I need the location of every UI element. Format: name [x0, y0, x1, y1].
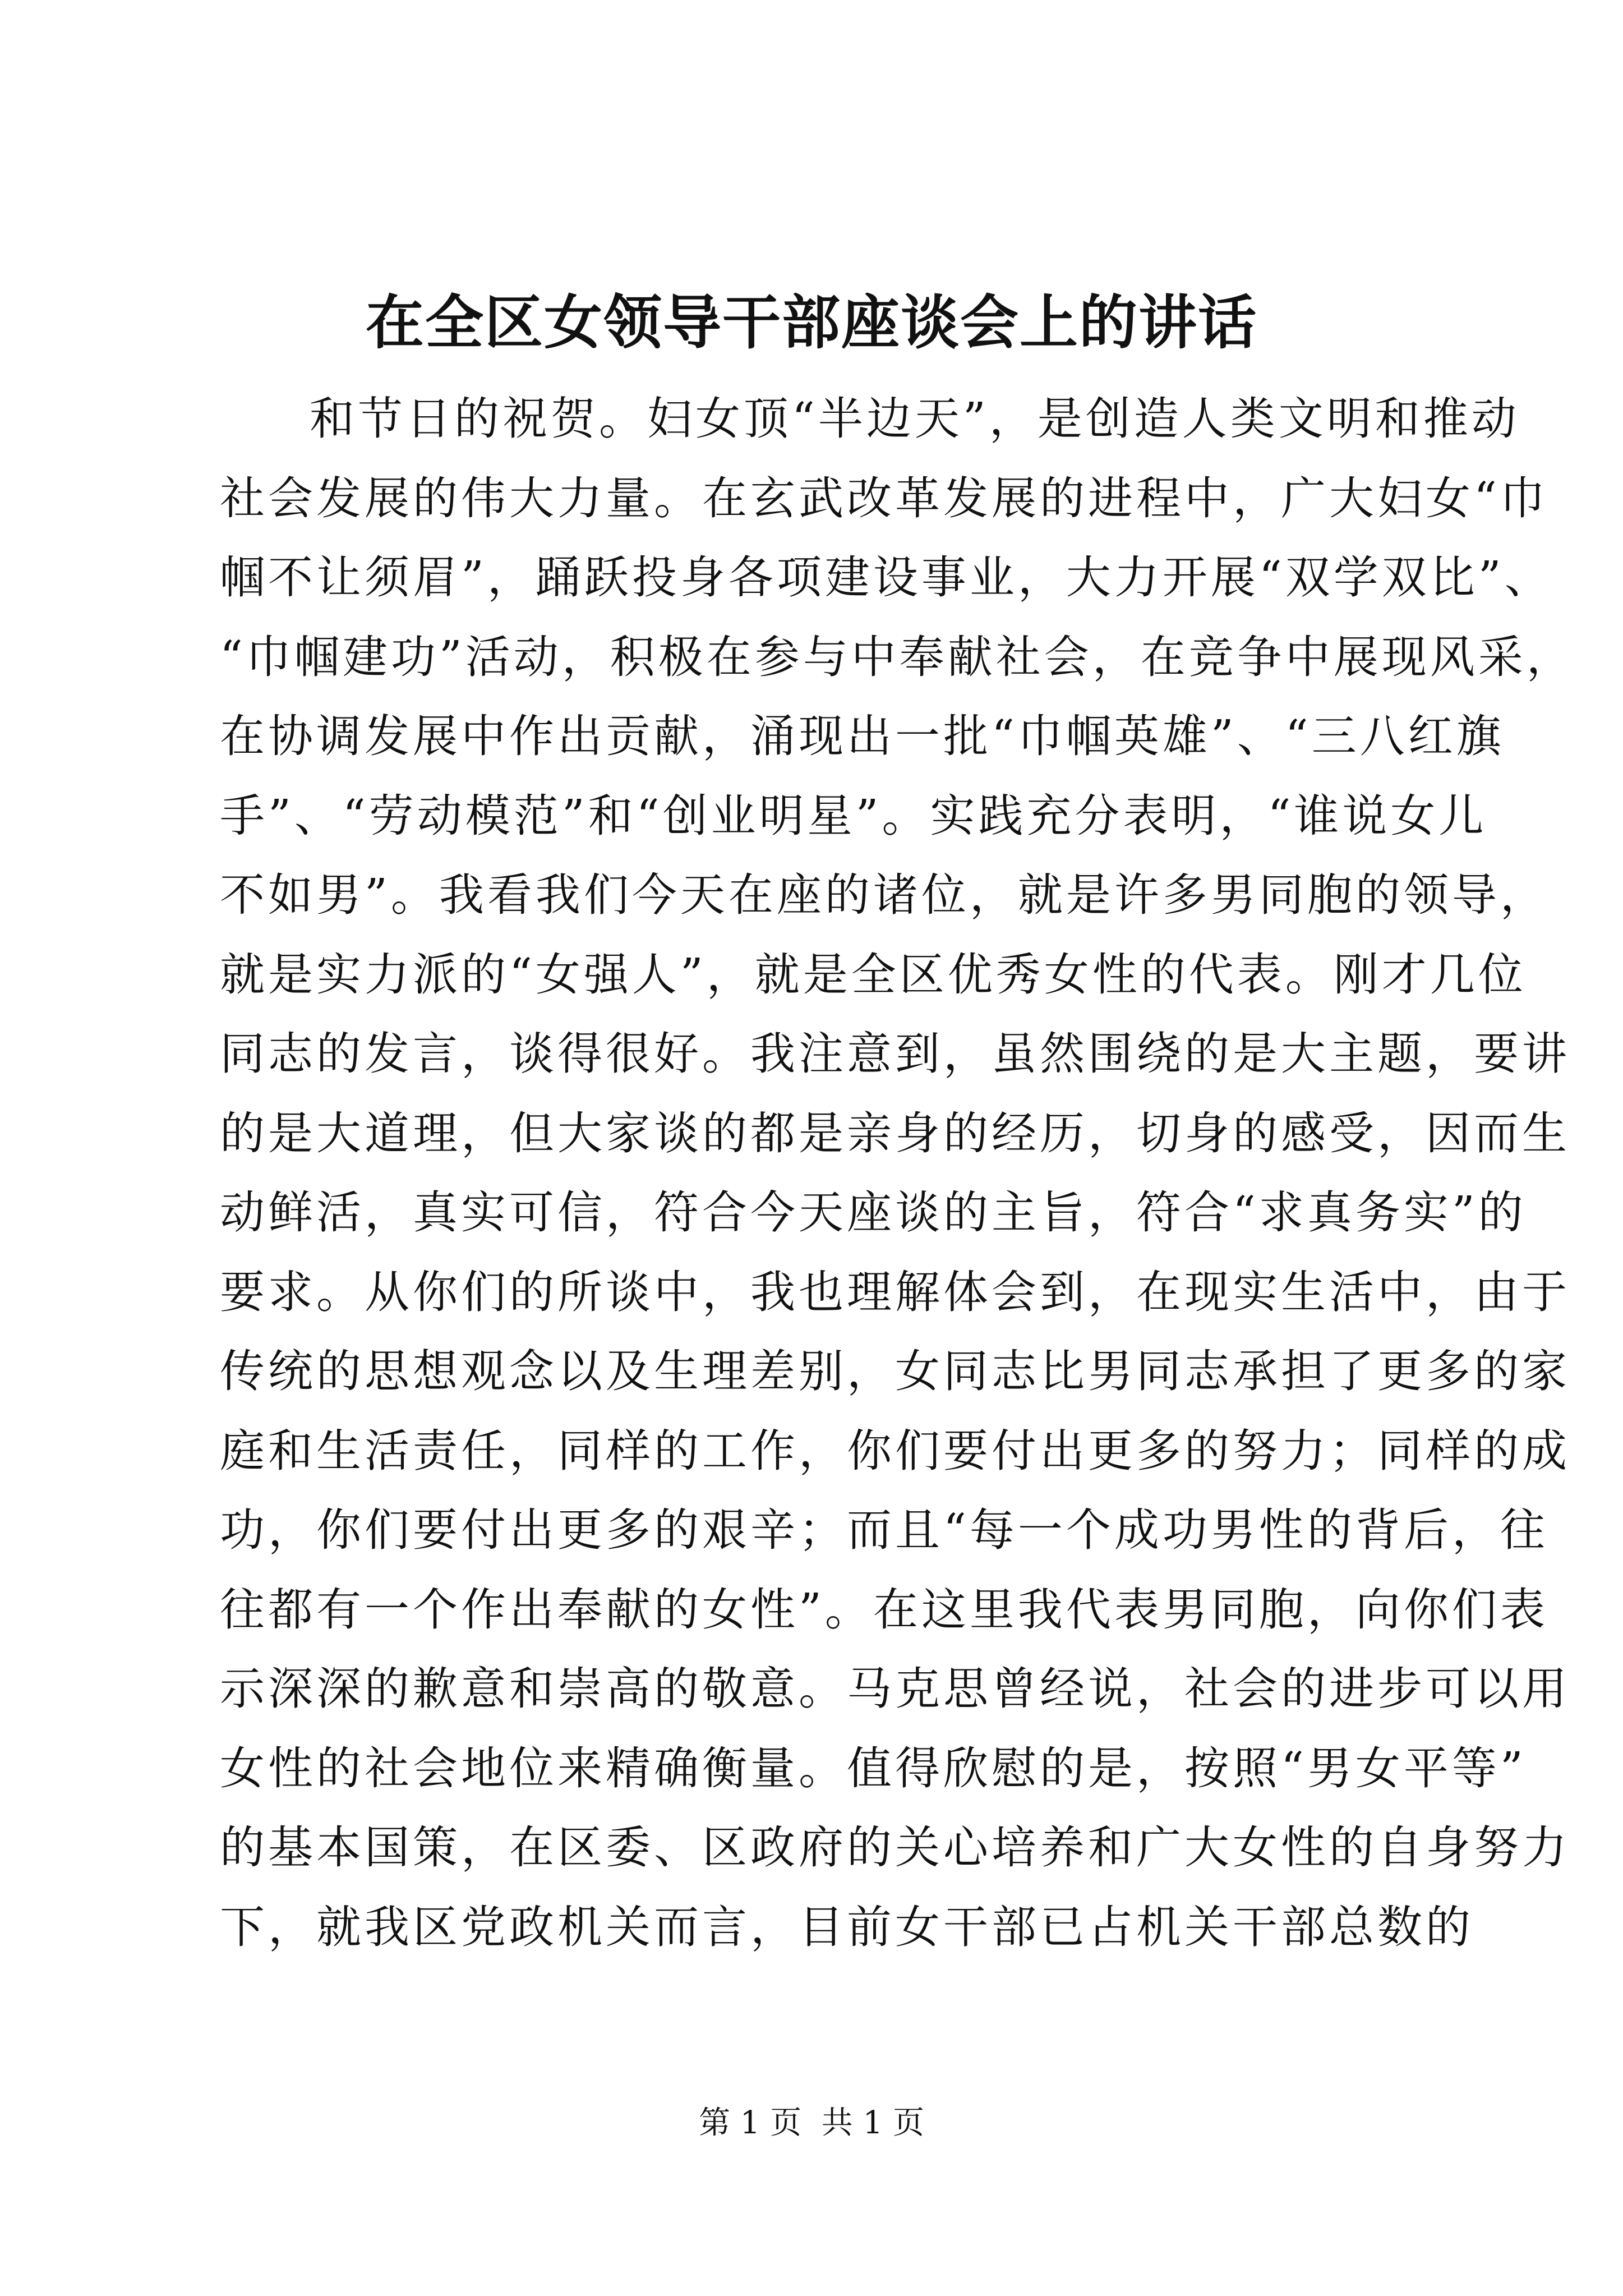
document-body: [220, 379, 1575, 1967]
body-line: 的基本国策，在区委、区政府的关心培养和广大女性的自身努力: [220, 1821, 1570, 1874]
body-line: 女性的社会地位来精确衡量。值得欣慰的是，按照“男女平等”: [220, 1742, 1527, 1795]
body-line: 就是实力派的“女强人”，就是全区优秀女性的代表。刚才几位: [220, 948, 1527, 1001]
body-line: 的是大道理，但大家谈的都是亲身的经历，切身的感受，因而生: [220, 1107, 1570, 1159]
page-footer: [0, 2101, 1623, 2146]
page-number-label: 第 1 页 共 1 页: [698, 2105, 925, 2141]
body-line: 手”、“劳动模范”和“创业明星”。实践充分表明，“谁说女儿: [220, 789, 1487, 842]
document-title: 在全区女领导干部座谈会上的讲话: [365, 288, 1257, 357]
body-line: 传统的思想观念以及生理差别，女同志比男同志承担了更多的家: [220, 1345, 1570, 1397]
body-line: 庭和生活责任，同样的工作，你们要付出更多的努力；同样的成: [220, 1424, 1570, 1477]
body-line: 社会发展的伟大力量。在玄武改革发展的进程中，广大妇女“巾: [220, 472, 1548, 524]
body-line: 功，你们要付出更多的艰辛；而且“每一个成功男性的背后，往: [220, 1504, 1548, 1556]
body-line: 往都有一个作出奉献的女性”。在这里我代表男同胞，向你们表: [220, 1583, 1548, 1636]
body-line: 示深深的歉意和崇高的敬意。马克思曾经说，社会的进步可以用: [220, 1663, 1570, 1715]
body-line: 不如男”。我看我们今天在座的诸位，就是许多男同胞的领导，: [220, 869, 1548, 921]
body-line: 下，就我区党政机关而言，目前女干部已占机关干部总数的: [220, 1901, 1474, 1953]
body-line: 和节日的祝贺。妇女顶“半边天”，是创造人类文明和推动: [310, 393, 1520, 445]
body-line: 同志的发言，谈得很好。我注意到，虽然围绕的是大主题，要讲: [220, 1028, 1570, 1080]
body-line: 帼不让须眉”，踊跃投身各项建设事业，大力开展“双学双比”、: [220, 551, 1553, 604]
body-line: 动鲜活，真实可信，符合今天座谈的主旨，符合“求真务实”的: [220, 1186, 1527, 1239]
body-line: 要求。从你们的所谈中，我也理解体会到，在现实生活中，由于: [220, 1266, 1570, 1318]
body-line: “巾帼建功”活动，积极在参与中奉献社会，在竞争中展现风采，: [220, 631, 1575, 683]
body-line: 在协调发展中作出贡献，涌现出一批“巾帼英雄”、“三八红旗: [220, 710, 1505, 762]
